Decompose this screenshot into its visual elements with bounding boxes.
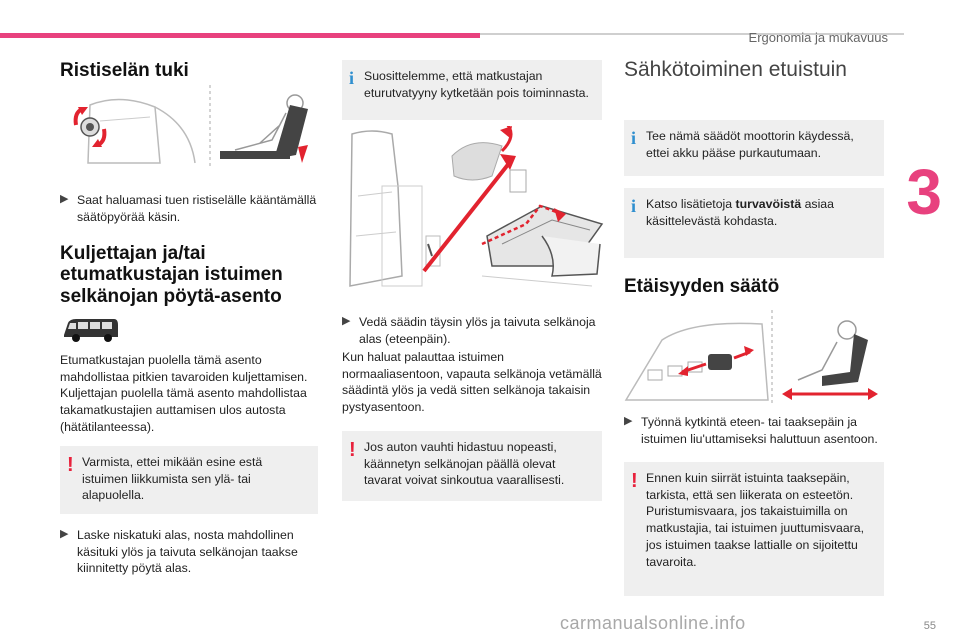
lever-instruction: ▶ Vedä säädin täysin ylös ja taivuta selkänoja alas (eteenpäin). <box>342 315 596 346</box>
lumbar-instruction: ▶ Saat haluamasi tuen ristiselälle kääntämällä säätöpyörää käsin. <box>60 193 317 224</box>
seat-table-illustration <box>342 126 604 304</box>
arrow-right-icon: ▶ <box>342 315 351 327</box>
warning-icon: ! <box>349 439 356 461</box>
page-number: 55 <box>923 620 936 632</box>
obstruction-warning: ! Varmista, ettei mikään esine estä istuimen liikkumista sen ylä- tai alapuolella. <box>60 446 318 514</box>
airbag-info: i Suosittelemme, että matkustajan eturutvatyyny kytketään pois toiminnasta. <box>342 60 602 120</box>
restore-instructions: Kun haluat palauttaa istuimen normaaliasentoon, vapauta selkänoja vetämällä säädintä ylös ja vedä sitten selkänoja takaisin pystyasentoon. <box>342 350 602 415</box>
switch-instruction: ▶ Työnnä kytkintä eteen- tai taaksepäin ja istuimen liu'uttamiseksi haluttuun asentoon. <box>624 415 878 446</box>
info-icon: i <box>631 128 637 148</box>
section-title: Ergonomia ja mukavuus <box>748 30 888 45</box>
seat-switch-illustration <box>622 310 884 406</box>
lumbar-title: Ristiselän tuki <box>60 60 189 81</box>
arrow-right-icon: ▶ <box>624 415 633 427</box>
seatbelt-info: i Katso lisätietoja turvavöistä asiaa käsittelevästä kohdasta. <box>624 188 884 258</box>
warning-icon: ! <box>631 470 638 492</box>
engine-running-info: i Tee nämä säädöt moottorin käydessä, ettei akku pääse purkautumaan. <box>624 120 884 176</box>
header-accent-bar <box>0 33 480 38</box>
arrow-right-icon: ▶ <box>60 193 69 205</box>
van-illustration <box>60 315 122 345</box>
seatbelt-reference: turvavöistä <box>735 197 802 211</box>
headrest-instruction: ▶ Laske niskatuki alas, nosta mahdollinen käsituki ylös ja taivuta selkänojan taakse kiinnitetty pöytä alas. <box>60 528 298 576</box>
arrow-right-icon: ▶ <box>60 528 69 540</box>
lumbar-wheel-illustration <box>60 85 315 167</box>
load-warning: ! Jos auton vauhti hidastuu nopeasti, käännetyn selkänojan päällä olevat tavarat voivat sinkoutua vaarallisesti. <box>342 431 602 501</box>
electric-seat-title: Sähkötoiminen etuistuin <box>624 58 847 81</box>
table-position-description: Etumatkustajan puolella tämä asento mahdollistaa pitkien tavaroiden kuljettamisen. Kuljettajan puolella tämä asento mahdollistaa takamatkustajien auttamisen ulos autosta (hätätilanteessa). <box>60 353 308 434</box>
table-position-title: Kuljettajan ja/tai etumatkustajan istuimen selkänojan pöytä-asento <box>60 243 283 307</box>
watermark: carmanualsonline.info <box>560 613 746 633</box>
info-icon: i <box>631 196 637 216</box>
info-icon: i <box>349 68 355 88</box>
warning-icon: ! <box>67 454 74 476</box>
distance-title: Etäisyyden säätö <box>624 276 780 297</box>
chapter-number: 3 <box>906 156 942 228</box>
rear-movement-warning: ! Ennen kuin siirrät istuinta taaksepäin, tarkista, että sen liikerata on esteetön. Puristumisvaara, jos takaistuimilla on matkustajia, tai istuimen juuttumisvaara, jos istuimen taakse lattialle on sijoitettu tavaroita. <box>624 462 884 596</box>
